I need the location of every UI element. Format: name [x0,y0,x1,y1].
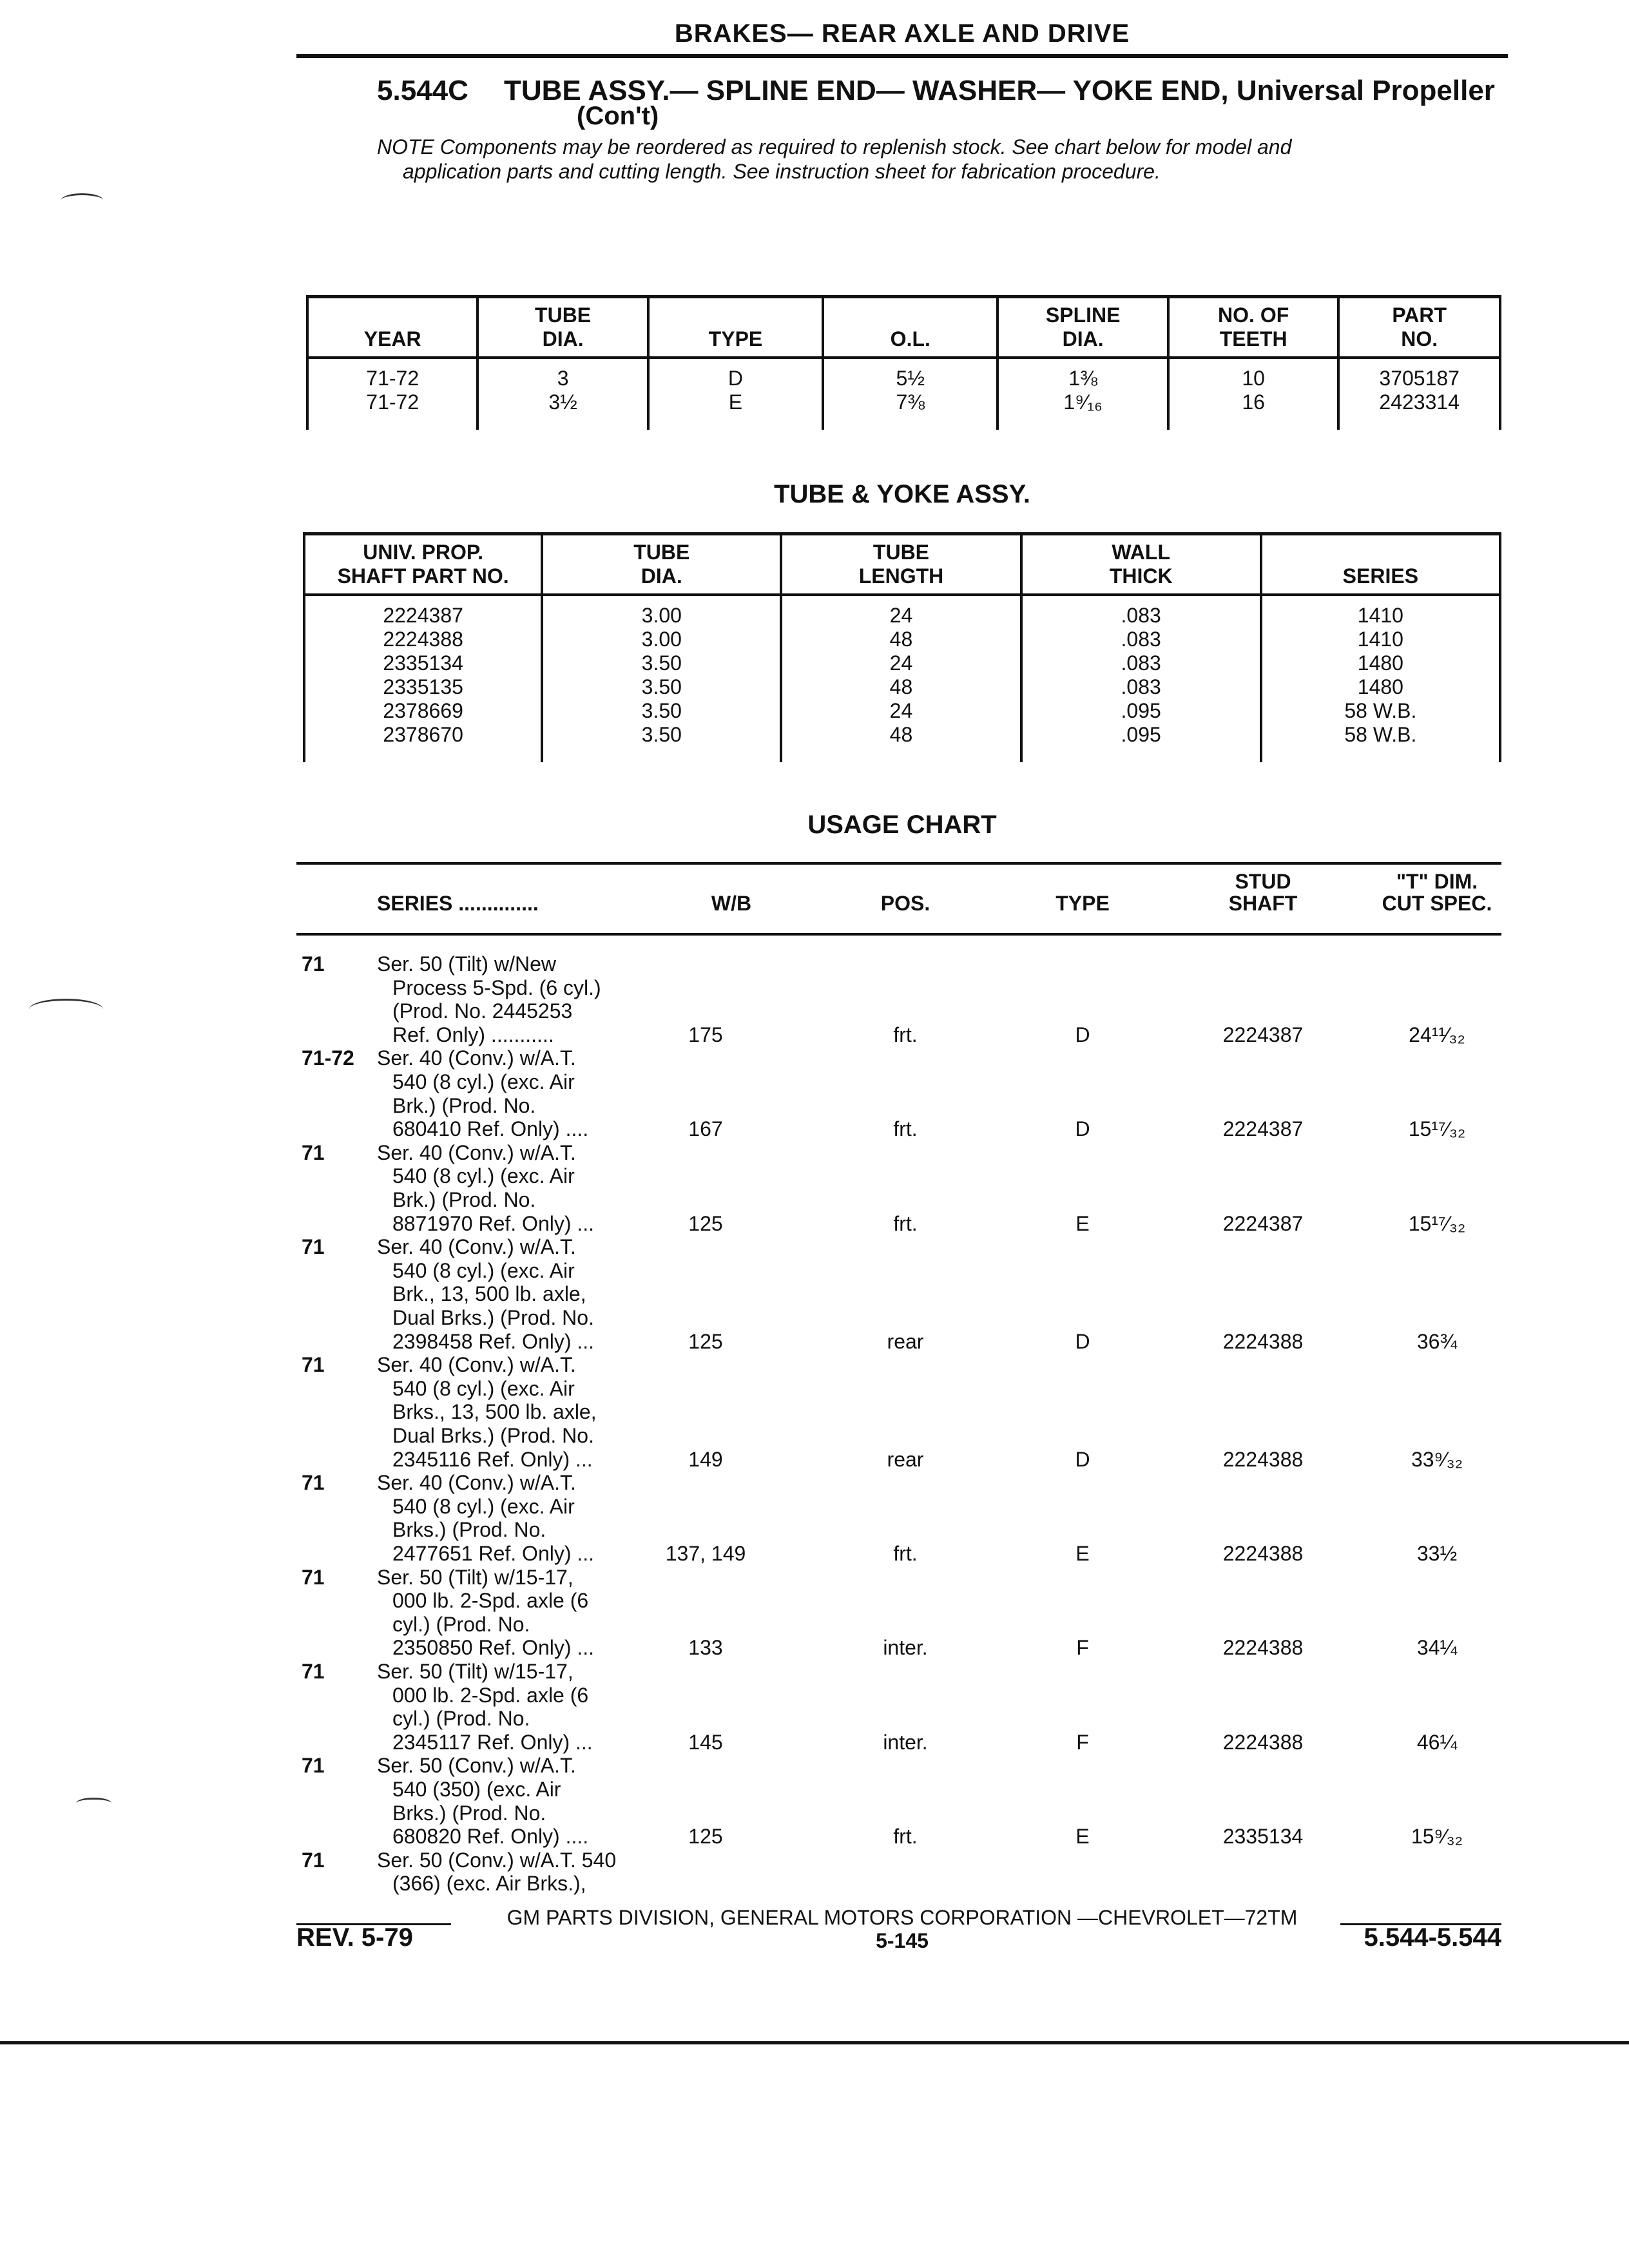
description-line: 540 (8 cyl.) (exc. Air [392,1494,575,1518]
header-line: TYPE [708,327,763,351]
spline-cell: 7⅜ [823,390,998,430]
yoke-row [304,595,1500,628]
yoke-cell: 58 W.B. [1261,699,1500,723]
yoke-cell: 2378670 [304,723,542,762]
usage-stud-shaft: 2224387 [1222,1023,1304,1046]
description-line: Process 5-Spd. (6 cyl.) [392,975,601,999]
usage-t-dim: 36¾ [1416,1329,1458,1353]
yoke-cell: 3.00 [542,628,781,651]
description-line: 680410 Ref. Only) .... [392,1117,589,1141]
usage-description [377,1471,660,1565]
usage-stud-shaft: 2224387 [1222,1117,1304,1141]
usage-year: 71-72 [302,1046,354,1070]
usage-t-dim: 34¼ [1416,1636,1458,1660]
header-line: DIA. [641,564,682,588]
yoke-cell: 1480 [1261,651,1500,675]
usage-wb: 125 [688,1329,723,1353]
spline-cell: 3705187 [1338,358,1500,390]
usage-pos: frt. [893,1825,918,1849]
usage-header-rule [296,933,1501,936]
header-line: DIA. [1062,327,1104,351]
description-line: Ser. 40 (Conv.) w/A.T. [377,1140,576,1164]
usage-row [296,1471,1508,1565]
yoke-cell: .083 [1021,628,1261,651]
description-line: (366) (exc. Air Brks.), [392,1872,586,1896]
note-line-2: application parts and cutting length. See instruction sheet for fabrication procedure. [403,160,1161,183]
usage-stud-shaft: 2224388 [1222,1730,1304,1754]
usage-type: E [1075,1825,1090,1849]
yoke-cell: 24 [781,651,1021,675]
description-line: 540 (8 cyl.) (exc. Air [392,1164,575,1188]
usage-wb: 125 [688,1211,723,1235]
section-continued: (Con't) [577,102,659,130]
footer-division: GM PARTS DIVISION, GENERAL MOTORS CORPORATION —CHEVROLET—72TM [506,1906,1298,1929]
usage-description [377,1849,660,1896]
description-line: Ser. 50 (Tilt) w/15-17, [377,1565,574,1589]
usage-row [296,1235,1508,1353]
usage-type: F [1076,1636,1089,1660]
yoke-cell: 58 W.B. [1261,723,1500,762]
usage-row [296,1353,1508,1471]
spline-row [307,358,1500,390]
yoke-cell: 24 [781,699,1021,723]
description-line: 540 (8 cyl.) (exc. Air [392,1258,575,1282]
description-line: Ref. Only) ........... [392,1023,554,1046]
yoke-row [304,651,1500,675]
usage-description [377,1046,660,1140]
description-line: cyl.) (Prod. No. [392,1707,530,1731]
usage-row [296,1754,1508,1848]
header-line: PART [1392,303,1447,327]
footer-page-number: 5-145 [876,1929,929,1952]
description-line: 540 (350) (exc. Air [392,1777,561,1801]
scan-mark [61,193,103,207]
spline-header-cell [998,297,1168,358]
description-line: (Prod. No. 2445253 [392,999,573,1023]
yoke-cell: 48 [781,675,1021,699]
yoke-cell: 48 [781,723,1021,762]
usage-header-wb: W/B [711,892,752,915]
yoke-cell: 3.50 [542,699,781,723]
usage-wb: 149 [688,1447,723,1471]
spline-header-cell [823,297,998,358]
usage-type: D [1075,1023,1090,1046]
usage-t-dim: 15⁹⁄₃₂ [1411,1825,1463,1849]
description-line: 2345117 Ref. Only) ... [392,1730,593,1754]
description-line: Ser. 50 (Conv.) w/A.T. 540 [377,1848,617,1872]
header-line: SPLINE [1045,303,1121,327]
usage-pos: inter. [883,1636,928,1660]
description-line: Brk.) (Prod. No. [392,1093,536,1117]
usage-description [377,1566,660,1660]
usage-description [377,1754,660,1848]
spline-header-cell [307,297,477,358]
description-line: cyl.) (Prod. No. [392,1612,530,1636]
description-line: 2398458 Ref. Only) ... [392,1329,595,1353]
spline-header-cell [1338,297,1500,358]
usage-wb: 167 [688,1117,723,1141]
spline-cell: 2423314 [1338,390,1500,430]
yoke-row [304,699,1500,723]
description-line: Brks.) (Prod. No. [392,1518,546,1542]
yoke-cell: 2378669 [304,699,542,723]
yoke-cell: 1480 [1261,675,1500,699]
spline-cell: 16 [1168,390,1338,430]
spline-header-cell [477,297,648,358]
usage-t-dim: 15¹⁷⁄₃₂ [1408,1117,1466,1141]
description-line: 2350850 Ref. Only) ... [392,1636,595,1660]
usage-year: 71 [302,1235,325,1259]
spline-cell: 3½ [477,390,648,430]
usage-pos: rear [887,1447,924,1471]
usage-header-pos: POS. [880,892,930,915]
usage-year: 71 [302,1140,325,1164]
yoke-cell: 2335134 [304,651,542,675]
spline-cell: 1⁹⁄₁₆ [998,390,1168,430]
yoke-cell: .095 [1021,723,1261,762]
yoke-cell: .083 [1021,675,1261,699]
usage-year: 71 [302,1660,325,1683]
yoke-cell: 2224388 [304,628,542,651]
spline-cell: 10 [1168,358,1338,390]
header-line: TUBE [535,303,592,327]
yoke-row [304,675,1500,699]
usage-description [377,1141,660,1235]
header-line: O.L. [890,327,930,351]
usage-wb: 145 [688,1730,723,1754]
usage-header-tdim-1: "T" DIM. [1396,870,1478,893]
description-line: Ser. 40 (Conv.) w/A.T. [377,1235,576,1259]
footer-revision: REV. 5-79 [296,1923,413,1952]
tube-yoke-table [303,532,1501,762]
header-rule [296,54,1508,58]
header-line: TUBE [633,541,690,564]
yoke-header-cell [304,534,542,595]
usage-row [296,1849,1508,1896]
header-line: LENGTH [858,564,944,588]
usage-type: F [1076,1730,1089,1754]
usage-wb: 133 [688,1636,723,1660]
usage-t-dim: 24¹¹⁄₃₂ [1409,1023,1465,1046]
usage-description [377,1235,660,1353]
usage-row [296,1046,1508,1140]
bottom-scan-rule [0,2041,1629,2044]
usage-year: 71 [302,1565,325,1589]
yoke-row [304,628,1500,651]
footer-section-ref: 5.544-5.544 [1364,1923,1501,1952]
usage-top-rule [296,862,1501,865]
usage-pos: frt. [893,1211,918,1235]
yoke-cell: 3.00 [542,595,781,628]
usage-wb: 175 [688,1023,723,1046]
description-line: 000 lb. 2-Spd. axle (6 [392,1589,589,1613]
description-line: Ser. 50 (Tilt) w/15-17, [377,1660,574,1683]
usage-header-series: SERIES .............. [377,892,539,915]
spline-cell: 1⅜ [998,358,1168,390]
header-line: NO. [1401,327,1438,351]
description-line: Brks.) (Prod. No. [392,1801,546,1825]
header-line: UNIV. PROP. [363,541,483,564]
description-line: 680820 Ref. Only) .... [392,1825,589,1849]
section-number: 5.544C [377,75,468,106]
note-line-1: NOTE Components may be reordered as required to replenish stock. See chart below for model and [377,135,1292,159]
page-header: BRAKES— REAR AXLE AND DRIVE [674,19,1130,48]
usage-header-tdim-2: CUT SPEC. [1382,892,1492,915]
usage-description [377,1353,660,1471]
yoke-cell: 1410 [1261,595,1500,628]
description-line: Ser. 50 (Tilt) w/New [377,952,556,975]
yoke-cell: 3.50 [542,651,781,675]
yoke-header-cell [1261,534,1500,595]
description-line: 000 lb. 2-Spd. axle (6 [392,1683,589,1707]
yoke-cell: .083 [1021,651,1261,675]
usage-stud-shaft: 2224388 [1222,1636,1304,1660]
header-line: TEETH [1219,327,1287,351]
usage-type: D [1075,1329,1090,1353]
usage-row [296,1141,1508,1235]
usage-type: D [1075,1447,1090,1471]
spline-cell: 3 [477,358,648,390]
header-line: NO. OF [1218,303,1289,327]
yoke-cell: 1410 [1261,628,1500,651]
spline-header-cell [1168,297,1338,358]
header-line: YEAR [363,327,421,351]
spline-cell: 5½ [823,358,998,390]
usage-wb: 125 [688,1825,723,1849]
usage-pos: frt. [893,1541,918,1565]
description-line: 2477651 Ref. Only) ... [392,1541,595,1565]
usage-wb: 137, 149 [665,1541,746,1565]
description-line: Ser. 40 (Conv.) w/A.T. [377,1353,576,1377]
header-line: THICK [1109,564,1173,588]
usage-stud-shaft: 2224388 [1222,1329,1304,1353]
header-line: WALL [1112,541,1170,564]
yoke-header-cell [1021,534,1261,595]
usage-stud-shaft: 2224388 [1222,1541,1304,1565]
usage-pos: frt. [893,1023,918,1046]
usage-description [377,952,660,1046]
spline-table [306,295,1501,430]
yoke-cell: .083 [1021,595,1261,628]
usage-type: E [1075,1211,1090,1235]
spline-header-cell [648,297,823,358]
usage-pos: frt. [893,1117,918,1141]
description-line: Ser. 50 (Conv.) w/A.T. [377,1754,576,1778]
yoke-cell: 24 [781,595,1021,628]
description-line: Brk.) (Prod. No. [392,1187,536,1211]
spline-cell: D [648,358,823,390]
section-title: TUBE ASSY.— SPLINE END— WASHER— YOKE END, Universal Propeller [504,75,1495,106]
usage-pos: inter. [883,1730,928,1754]
usage-stud-shaft: 2224388 [1222,1447,1304,1471]
usage-t-dim: 33⁹⁄₃₂ [1411,1447,1463,1471]
usage-type: E [1075,1541,1090,1565]
spline-cell: 71-72 [307,358,477,390]
usage-year: 71 [302,1848,325,1872]
description-line: Ser. 40 (Conv.) w/A.T. [377,1046,576,1070]
usage-type: D [1075,1117,1090,1141]
header-line: TUBE [872,541,930,564]
spline-cell: E [648,390,823,430]
usage-year: 71 [302,952,325,975]
description-line: 8871970 Ref. Only) ... [392,1211,595,1235]
usage-year: 71 [302,1754,325,1778]
spline-cell: 71-72 [307,390,477,430]
usage-header-stud-2: SHAFT [1228,892,1298,915]
usage-pos: rear [887,1329,924,1353]
description-line: 540 (8 cyl.) (exc. Air [392,1070,575,1093]
yoke-cell: 2335135 [304,675,542,699]
yoke-cell: 3.50 [542,723,781,762]
usage-year: 71 [302,1471,325,1495]
usage-year: 71 [302,1353,325,1377]
usage-t-dim: 33½ [1416,1541,1458,1565]
usage-stud-shaft: 2224387 [1222,1211,1304,1235]
tube-yoke-title: TUBE & YOKE ASSY. [774,480,1030,508]
description-line: Ser. 40 (Conv.) w/A.T. [377,1471,576,1495]
yoke-header-cell [542,534,781,595]
usage-header-stud-1: STUD [1235,870,1291,893]
description-line: Brk., 13, 500 lb. axle, [392,1282,586,1306]
yoke-row [304,723,1500,762]
usage-row [296,952,1508,1046]
yoke-cell: 48 [781,628,1021,651]
scan-mark [29,999,103,1020]
yoke-cell: 2224387 [304,595,542,628]
description-line: Dual Brks.) (Prod. No. [392,1423,594,1447]
usage-t-dim: 46¼ [1416,1730,1458,1754]
usage-row [296,1566,1508,1660]
description-line: 2345116 Ref. Only) ... [392,1447,593,1471]
yoke-cell: .095 [1021,699,1261,723]
description-line: 540 (8 cyl.) (exc. Air [392,1376,575,1400]
header-line: DIA. [542,327,584,351]
usage-row [296,1660,1508,1754]
description-line: Brks., 13, 500 lb. axle, [392,1400,597,1424]
usage-stud-shaft: 2335134 [1222,1825,1304,1849]
usage-description [377,1660,660,1754]
usage-t-dim: 15¹⁷⁄₃₂ [1408,1211,1466,1235]
spline-row [307,390,1500,430]
header-line: SHAFT PART NO. [337,564,509,588]
usage-header-type: TYPE [1055,892,1110,915]
yoke-cell: 3.50 [542,675,781,699]
description-line: Dual Brks.) (Prod. No. [392,1305,594,1329]
usage-chart-title: USAGE CHART [807,811,997,839]
scan-mark [76,1798,111,1809]
header-line: SERIES [1342,564,1419,588]
yoke-header-cell [781,534,1021,595]
